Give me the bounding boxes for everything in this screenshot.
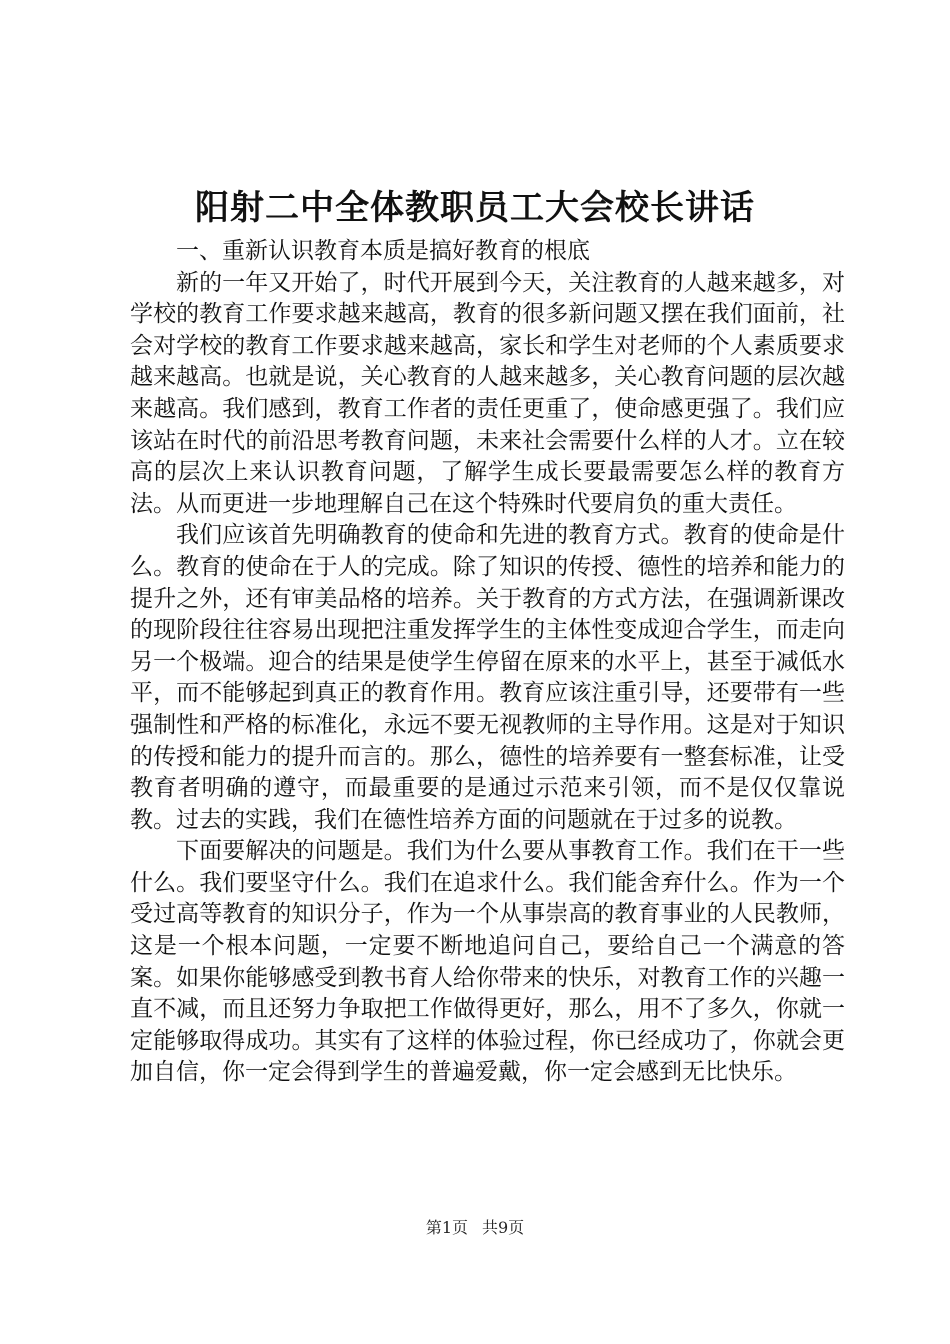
page-number: 第1页 (425, 1218, 468, 1237)
paragraph-2: 我们应该首先明确教育的使命和先进的教育方式。教育的使命是什么。教育的使命在于人的完成。除了知识的传授、德性的培养和能力的提升之外，还有审美品格的培养。关于教育的方式方法，在强调新课改的现阶段往往容易出现把注重发挥学生的主体性变成迎合学生，而走向另一个极端。迎合的结果是使学生停留在原来的水平上，甚至于减低水平，而不能够起到真正的教育作用。教育应该注重引导，还要带有一些强制性和严格的标准化，永远不要无视教师的主导作用。这是对于知识的传授和能力的提升而言的。那么，德性的培养要有一整套标准，让受教育者明确的遵守，而最重要的是通过示范来引领，而不是仅仅靠说教。过去的实践，我们在德性培养方面的问题就在于过多的说教。 (130, 522, 845, 833)
document-body (130, 236, 845, 1089)
document-title: 阳射二中全体教职员工大会校长讲话 (195, 188, 755, 228)
page-footer (0, 1216, 950, 1240)
page-total: 共9页 (482, 1218, 525, 1237)
section-heading: 一、重新认识教育本质是搞好教育的根底 (176, 238, 590, 264)
paragraph-3: 下面要解决的问题是。我们为什么要从事教育工作。我们在干一些什么。我们要坚守什么。我们在追求什么。我们能舍弃什么。作为一个受过高等教育的知识分子，作为一个从事崇高的教育事业的人民教师，这是一个根本问题，一定要不断地追问自己，要给自己一个满意的答案。如果你能够感受到教书育人给你带来的快乐，对教育工作的兴趣一直不减，而且还努力争取把工作做得更好，那么，用不了多久，你就一定能够取得成功。其实有了这样的体验过程，你已经成功了，你就会更加自信，你一定会得到学生的普遍爱戴，你一定会感到无比快乐。 (130, 838, 845, 1086)
paragraph-1: 新的一年又开始了，时代开展到今天，关注教育的人越来越多，对学校的教育工作要求越来越高，教育的很多新问题又摆在我们面前，社会对学校的教育工作要求越来越高，家长和学生对老师的个人素质要求越来越高。也就是说，关心教育的人越来越多，关心教育问题的层次越来越高。我们感到，教育工作者的责任更重了，使命感更强了。我们应该站在时代的前沿思考教育问题，未来社会需要什么样的人才。立在较高的层次上来认识教育问题，了解学生成长要最需要怎么样的教育方法。从而更进一步地理解自己在这个特殊时代要肩负的重大责任。 (130, 269, 845, 517)
